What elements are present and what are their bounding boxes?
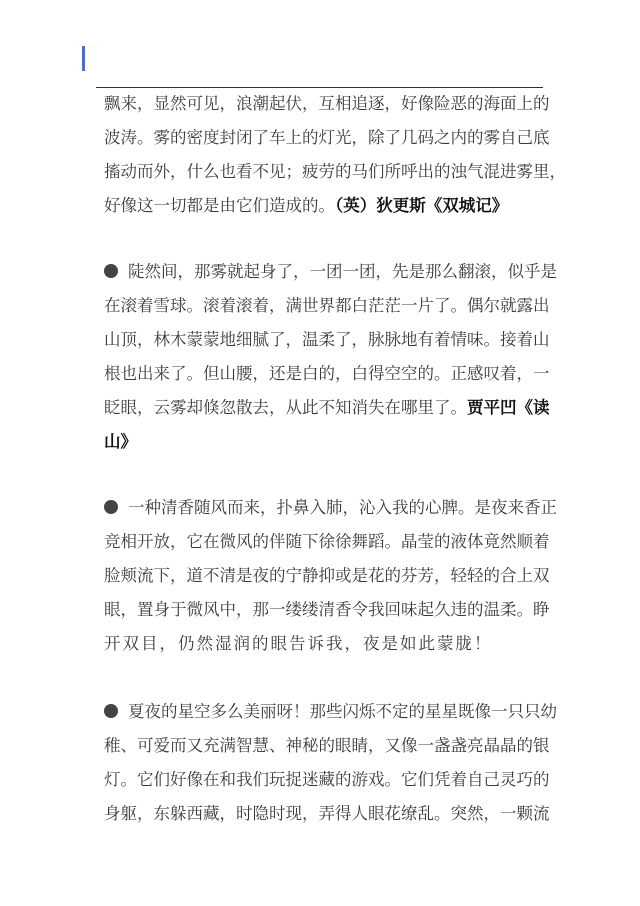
passage-line: 搐动而外，什么也看不见；疲劳的马们所呼出的浊气混进雾里，	[104, 162, 566, 181]
passage-line: 波涛。雾的密度封闭了车上的灯光，除了几码之内的雾自己底	[104, 128, 550, 147]
passage-line: 开双目，仍然湿润的眼告诉我，夜是如此蒙胧！	[104, 634, 493, 653]
passage-line: 眼，置身于微风中，那一缕缕清香令我回味起久违的温柔。睁	[104, 600, 550, 619]
passage-line: 身躯，东躲西藏，时隐时现，弄得人眼花缭乱。突然，一颗流	[104, 804, 550, 823]
passage-line	[104, 260, 557, 284]
header-accent-bar	[82, 46, 85, 71]
passage-line	[104, 194, 536, 218]
passage-line: 灯。它们好像在和我们玩捉迷藏的游戏。它们凭着自己灵巧的	[104, 770, 550, 789]
passage-source: 山》	[104, 432, 137, 451]
passage-line: 飘来，显然可见，浪潮起伏，互相追逐，好像险恶的海面上的	[104, 94, 550, 113]
passage-text: 一种清香随风而来，扑鼻入肺，沁入我的心脾。是夜来香正	[128, 498, 557, 517]
header-rule	[96, 87, 543, 88]
bullet-icon	[104, 704, 118, 718]
passage-line: 在滚着雪球。滚着滚着，满世界都白茫茫一片了。偶尔就露出	[104, 296, 550, 315]
passage-text: 陡然间，那雾就起身了，一团一团，先是那么翻滚，似乎是	[128, 262, 557, 281]
passage-line: 竞相开放，它在微风的伴随下徐徐舞蹈。晶莹的液体竟然顺着	[104, 532, 550, 551]
passage-text: 夏夜的星空多么美丽呀！那些闪烁不定的星星既像一只只幼	[128, 702, 557, 721]
passage-line: 稚、可爱而又充满智慧、神秘的眼睛，又像一盏盏亮晶晶的银	[104, 736, 550, 755]
passage-text: 好像这一切都是由它们造成的。	[104, 196, 335, 215]
bullet-icon	[104, 500, 118, 514]
passage-line: 山顶，林木蒙蒙地细腻了，温柔了，脉脉地有着情味。接着山	[104, 330, 550, 349]
passage-line	[104, 396, 550, 420]
passage-line: 脸颊流下，道不清是夜的宁静抑或是花的芬芳，轻轻的合上双	[104, 566, 550, 585]
passage-line	[104, 700, 557, 724]
passage-text: 眨眼，云雾却倏忽散去，从此不知消失在哪里了。	[104, 398, 467, 417]
passage-source: （英）狄更斯《双城记》	[335, 196, 509, 215]
passage-line	[104, 496, 557, 520]
passage-line: 根也出来了。但山腰，还是白的，白得空空的。正感叹着，一	[104, 364, 550, 383]
passage-source: 贾平凹《读	[467, 398, 550, 417]
bullet-icon	[104, 264, 118, 278]
